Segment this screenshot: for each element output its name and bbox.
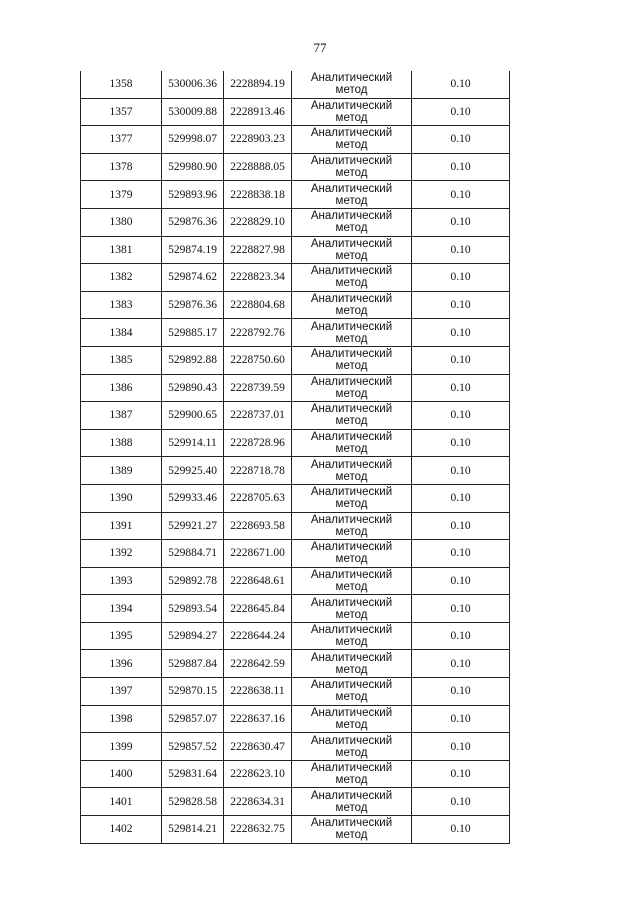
- method-line-2: метод: [335, 277, 368, 290]
- y-coordinate-cell: 2228737.01: [224, 402, 292, 430]
- method-cell: [292, 208, 412, 236]
- point-number-cell: 1384: [81, 319, 162, 347]
- method-line-2: метод: [335, 249, 368, 262]
- method-cell: [292, 291, 412, 319]
- x-coordinate-cell: 529831.64: [162, 760, 224, 788]
- method-cell: [292, 760, 412, 788]
- method-line-2: метод: [335, 194, 368, 207]
- x-coordinate-cell: 529890.43: [162, 374, 224, 402]
- accuracy-cell: 0.10: [412, 540, 510, 568]
- y-coordinate-cell: 2228642.59: [224, 650, 292, 678]
- table-row: [81, 402, 510, 430]
- point-number-cell: 1399: [81, 733, 162, 761]
- y-coordinate-cell: 2228888.05: [224, 153, 292, 181]
- accuracy-cell: 0.10: [412, 71, 510, 98]
- y-coordinate-cell: 2228838.18: [224, 181, 292, 209]
- method-cell: [292, 484, 412, 512]
- table-row: [81, 126, 510, 154]
- coordinates-table-body: [81, 71, 510, 843]
- x-coordinate-cell: 529933.46: [162, 484, 224, 512]
- method-cell: [292, 98, 412, 126]
- method-line-2: метод: [335, 608, 368, 621]
- method-cell: [292, 429, 412, 457]
- x-coordinate-cell: 529884.71: [162, 540, 224, 568]
- method-line-1: Аналитический: [310, 127, 393, 140]
- method-cell: [292, 567, 412, 595]
- accuracy-cell: 0.10: [412, 319, 510, 347]
- x-coordinate-cell: 529876.36: [162, 291, 224, 319]
- accuracy-cell: 0.10: [412, 291, 510, 319]
- table-row: [81, 540, 510, 568]
- accuracy-cell: 0.10: [412, 705, 510, 733]
- method-line-1: Аналитический: [310, 210, 393, 223]
- accuracy-cell: 0.10: [412, 595, 510, 623]
- method-line-2: метод: [335, 415, 368, 428]
- method-line-1: Аналитический: [310, 706, 393, 719]
- table-row: [81, 208, 510, 236]
- table-row: [81, 567, 510, 595]
- x-coordinate-cell: 530006.36: [162, 71, 224, 98]
- accuracy-cell: 0.10: [412, 264, 510, 292]
- method-cell: [292, 622, 412, 650]
- accuracy-cell: 0.10: [412, 678, 510, 706]
- y-coordinate-cell: 2228644.24: [224, 622, 292, 650]
- point-number-cell: 1402: [81, 816, 162, 844]
- method-line-1: Аналитический: [310, 734, 393, 747]
- method-line-2: метод: [335, 387, 368, 400]
- method-line-2: метод: [335, 774, 368, 787]
- y-coordinate-cell: 2228728.96: [224, 429, 292, 457]
- method-line-2: метод: [335, 525, 368, 538]
- accuracy-cell: 0.10: [412, 153, 510, 181]
- method-line-1: Аналитический: [310, 624, 393, 637]
- method-line-1: Аналитический: [310, 596, 393, 609]
- table-row: [81, 291, 510, 319]
- method-cell: [292, 71, 412, 98]
- y-coordinate-cell: 2228792.76: [224, 319, 292, 347]
- method-line-1: Аналитический: [310, 237, 393, 250]
- table-row: [81, 319, 510, 347]
- y-coordinate-cell: 2228823.34: [224, 264, 292, 292]
- table-row: [81, 788, 510, 816]
- point-number-cell: 1393: [81, 567, 162, 595]
- table-row: [81, 181, 510, 209]
- point-number-cell: 1388: [81, 429, 162, 457]
- method-line-1: Аналитический: [310, 817, 393, 830]
- x-coordinate-cell: 529914.11: [162, 429, 224, 457]
- point-number-cell: 1400: [81, 760, 162, 788]
- y-coordinate-cell: 2228913.46: [224, 98, 292, 126]
- method-cell: [292, 816, 412, 844]
- method-line-1: Аналитический: [310, 375, 393, 388]
- method-cell: [292, 678, 412, 706]
- method-line-1: Аналитический: [310, 182, 393, 195]
- method-line-2: метод: [335, 746, 368, 759]
- method-line-2: метод: [335, 829, 368, 842]
- method-line-2: метод: [335, 580, 368, 593]
- x-coordinate-cell: 529894.27: [162, 622, 224, 650]
- method-line-2: метод: [335, 139, 368, 152]
- accuracy-cell: 0.10: [412, 374, 510, 402]
- method-line-1: Аналитический: [310, 789, 393, 802]
- method-cell: [292, 705, 412, 733]
- method-cell: [292, 374, 412, 402]
- method-line-1: Аналитический: [310, 568, 393, 581]
- table-row: [81, 264, 510, 292]
- method-line-2: метод: [335, 801, 368, 814]
- method-cell: [292, 402, 412, 430]
- method-line-2: метод: [335, 167, 368, 180]
- y-coordinate-cell: 2228638.11: [224, 678, 292, 706]
- point-number-cell: 1397: [81, 678, 162, 706]
- method-line-2: метод: [335, 553, 368, 566]
- method-line-2: метод: [335, 332, 368, 345]
- accuracy-cell: 0.10: [412, 622, 510, 650]
- accuracy-cell: 0.10: [412, 650, 510, 678]
- y-coordinate-cell: 2228632.75: [224, 816, 292, 844]
- method-line-2: метод: [335, 305, 368, 318]
- accuracy-cell: 0.10: [412, 181, 510, 209]
- y-coordinate-cell: 2228637.16: [224, 705, 292, 733]
- y-coordinate-cell: 2228739.59: [224, 374, 292, 402]
- table-row: [81, 457, 510, 485]
- x-coordinate-cell: 529925.40: [162, 457, 224, 485]
- point-number-cell: 1395: [81, 622, 162, 650]
- y-coordinate-cell: 2228671.00: [224, 540, 292, 568]
- x-coordinate-cell: 530009.88: [162, 98, 224, 126]
- method-line-2: метод: [335, 111, 368, 124]
- y-coordinate-cell: 2228630.47: [224, 733, 292, 761]
- table-row: [81, 816, 510, 844]
- point-number-cell: 1385: [81, 346, 162, 374]
- y-coordinate-cell: 2228903.23: [224, 126, 292, 154]
- x-coordinate-cell: 529892.78: [162, 567, 224, 595]
- y-coordinate-cell: 2228634.31: [224, 788, 292, 816]
- method-cell: [292, 236, 412, 264]
- table-row: [81, 374, 510, 402]
- accuracy-cell: 0.10: [412, 429, 510, 457]
- y-coordinate-cell: 2228718.78: [224, 457, 292, 485]
- table-row: [81, 98, 510, 126]
- method-cell: [292, 346, 412, 374]
- x-coordinate-cell: 529900.65: [162, 402, 224, 430]
- y-coordinate-cell: 2228623.10: [224, 760, 292, 788]
- table-row: [81, 733, 510, 761]
- y-coordinate-cell: 2228829.10: [224, 208, 292, 236]
- point-number-cell: 1394: [81, 595, 162, 623]
- point-number-cell: 1382: [81, 264, 162, 292]
- x-coordinate-cell: 529857.07: [162, 705, 224, 733]
- accuracy-cell: 0.10: [412, 236, 510, 264]
- point-number-cell: 1377: [81, 126, 162, 154]
- point-number-cell: 1358: [81, 71, 162, 98]
- table-row: [81, 236, 510, 264]
- accuracy-cell: 0.10: [412, 457, 510, 485]
- x-coordinate-cell: 529885.17: [162, 319, 224, 347]
- page-number: 77: [313, 40, 327, 55]
- x-coordinate-cell: 529857.52: [162, 733, 224, 761]
- y-coordinate-cell: 2228827.98: [224, 236, 292, 264]
- method-line-1: Аналитический: [310, 679, 393, 692]
- method-cell: [292, 733, 412, 761]
- method-cell: [292, 540, 412, 568]
- method-line-2: метод: [335, 470, 368, 483]
- method-line-1: Аналитический: [310, 99, 393, 112]
- x-coordinate-cell: 529980.90: [162, 153, 224, 181]
- x-coordinate-cell: 529998.07: [162, 126, 224, 154]
- x-coordinate-cell: 529893.96: [162, 181, 224, 209]
- method-line-1: Аналитический: [310, 265, 393, 278]
- method-line-2: метод: [335, 443, 368, 456]
- point-number-cell: 1379: [81, 181, 162, 209]
- point-number-cell: 1391: [81, 512, 162, 540]
- table-row: [81, 71, 510, 98]
- x-coordinate-cell: 529828.58: [162, 788, 224, 816]
- table-row: [81, 595, 510, 623]
- accuracy-cell: 0.10: [412, 98, 510, 126]
- method-line-1: Аналитический: [310, 293, 393, 306]
- point-number-cell: 1398: [81, 705, 162, 733]
- y-coordinate-cell: 2228705.63: [224, 484, 292, 512]
- table-row: [81, 650, 510, 678]
- table-row: [81, 760, 510, 788]
- method-cell: [292, 650, 412, 678]
- x-coordinate-cell: 529892.88: [162, 346, 224, 374]
- method-line-2: метод: [335, 636, 368, 649]
- point-number-cell: 1392: [81, 540, 162, 568]
- method-line-1: Аналитический: [310, 155, 393, 168]
- table-row: [81, 484, 510, 512]
- method-line-2: метод: [335, 498, 368, 511]
- point-number-cell: 1383: [81, 291, 162, 319]
- y-coordinate-cell: 2228645.84: [224, 595, 292, 623]
- accuracy-cell: 0.10: [412, 567, 510, 595]
- x-coordinate-cell: 529887.84: [162, 650, 224, 678]
- accuracy-cell: 0.10: [412, 402, 510, 430]
- method-cell: [292, 457, 412, 485]
- method-line-1: Аналитический: [310, 762, 393, 775]
- table-row: [81, 678, 510, 706]
- point-number-cell: 1357: [81, 98, 162, 126]
- table-row: [81, 622, 510, 650]
- y-coordinate-cell: 2228693.58: [224, 512, 292, 540]
- table-row: [81, 346, 510, 374]
- method-line-1: Аналитический: [310, 458, 393, 471]
- method-cell: [292, 595, 412, 623]
- method-line-1: Аналитический: [310, 651, 393, 664]
- point-number-cell: 1389: [81, 457, 162, 485]
- method-cell: [292, 153, 412, 181]
- point-number-cell: 1387: [81, 402, 162, 430]
- table-row: [81, 429, 510, 457]
- y-coordinate-cell: 2228804.68: [224, 291, 292, 319]
- x-coordinate-cell: 529814.21: [162, 816, 224, 844]
- x-coordinate-cell: 529876.36: [162, 208, 224, 236]
- method-line-1: Аналитический: [310, 541, 393, 554]
- method-line-2: метод: [335, 360, 368, 373]
- method-line-2: метод: [335, 222, 368, 235]
- method-cell: [292, 264, 412, 292]
- accuracy-cell: 0.10: [412, 760, 510, 788]
- method-line-1: Аналитический: [310, 72, 393, 85]
- method-line-1: Аналитический: [310, 348, 393, 361]
- y-coordinate-cell: 2228894.19: [224, 71, 292, 98]
- coordinates-table: [80, 71, 510, 844]
- point-number-cell: 1378: [81, 153, 162, 181]
- method-line-2: метод: [335, 84, 368, 97]
- method-cell: [292, 319, 412, 347]
- point-number-cell: 1386: [81, 374, 162, 402]
- table-row: [81, 153, 510, 181]
- x-coordinate-cell: 529874.62: [162, 264, 224, 292]
- y-coordinate-cell: 2228750.60: [224, 346, 292, 374]
- point-number-cell: 1381: [81, 236, 162, 264]
- table-row: [81, 705, 510, 733]
- method-cell: [292, 181, 412, 209]
- table-row: [81, 512, 510, 540]
- accuracy-cell: 0.10: [412, 512, 510, 540]
- method-line-1: Аналитический: [310, 486, 393, 499]
- method-cell: [292, 512, 412, 540]
- accuracy-cell: 0.10: [412, 733, 510, 761]
- accuracy-cell: 0.10: [412, 788, 510, 816]
- y-coordinate-cell: 2228648.61: [224, 567, 292, 595]
- method-line-2: метод: [335, 718, 368, 731]
- point-number-cell: 1401: [81, 788, 162, 816]
- point-number-cell: 1396: [81, 650, 162, 678]
- x-coordinate-cell: 529870.15: [162, 678, 224, 706]
- accuracy-cell: 0.10: [412, 208, 510, 236]
- method-line-1: Аналитический: [310, 513, 393, 526]
- point-number-cell: 1380: [81, 208, 162, 236]
- method-cell: [292, 126, 412, 154]
- method-line-1: Аналитический: [310, 431, 393, 444]
- x-coordinate-cell: 529921.27: [162, 512, 224, 540]
- method-line-1: Аналитический: [310, 403, 393, 416]
- accuracy-cell: 0.10: [412, 484, 510, 512]
- method-line-2: метод: [335, 663, 368, 676]
- x-coordinate-cell: 529874.19: [162, 236, 224, 264]
- x-coordinate-cell: 529893.54: [162, 595, 224, 623]
- point-number-cell: 1390: [81, 484, 162, 512]
- method-line-2: метод: [335, 691, 368, 704]
- accuracy-cell: 0.10: [412, 346, 510, 374]
- method-line-1: Аналитический: [310, 320, 393, 333]
- method-cell: [292, 788, 412, 816]
- accuracy-cell: 0.10: [412, 816, 510, 844]
- accuracy-cell: 0.10: [412, 126, 510, 154]
